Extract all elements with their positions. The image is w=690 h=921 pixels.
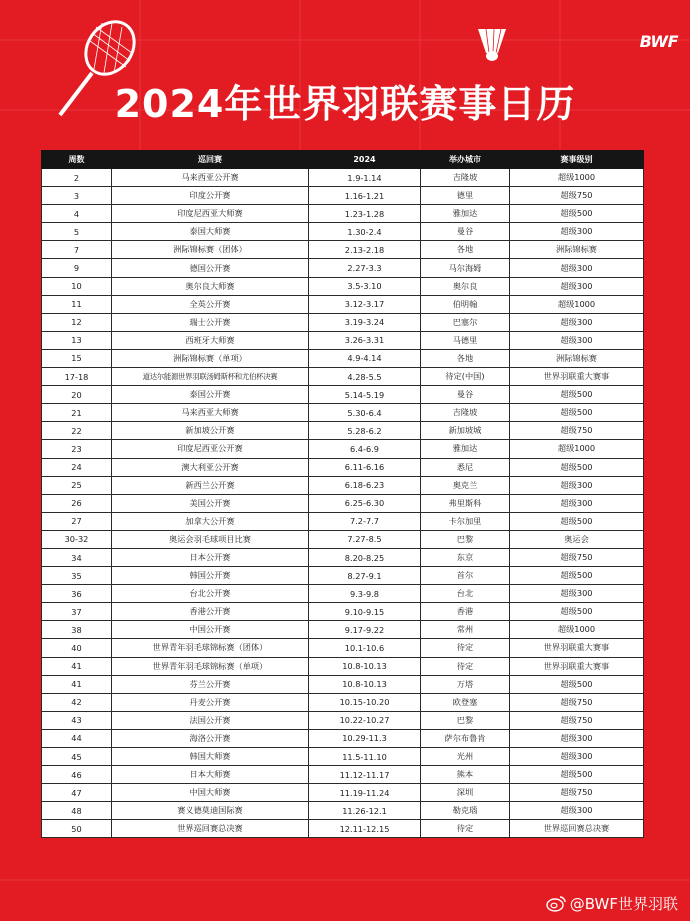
cell-city: 待定: [421, 657, 510, 675]
cell-tournament: 海洛公开赛: [112, 729, 309, 747]
cell-city: 各地: [421, 349, 510, 367]
cell-tournament: 日本公开赛: [112, 548, 309, 566]
cell-level: 超级300: [510, 313, 644, 331]
cell-city: 待定: [421, 639, 510, 657]
cell-city: 德里: [421, 187, 510, 205]
shuttlecock-icon: [474, 25, 510, 63]
cell-level: 超级1000: [510, 440, 644, 458]
cell-city: 曼谷: [421, 223, 510, 241]
cell-dates: 3.5-3.10: [309, 277, 421, 295]
cell-week: 25: [42, 476, 112, 494]
cell-dates: 9.17-9.22: [309, 621, 421, 639]
header-week: 周数: [42, 151, 112, 169]
cell-tournament: 芬兰公开赛: [112, 675, 309, 693]
cell-dates: 5.14-5.19: [309, 386, 421, 404]
cell-level: 世界羽联重大赛事: [510, 639, 644, 657]
cell-week: 11: [42, 295, 112, 313]
table-row: [42, 621, 644, 639]
cell-week: 48: [42, 802, 112, 820]
cell-week: 35: [42, 567, 112, 585]
cell-tournament: 奥尔良大师赛: [112, 277, 309, 295]
cell-city: 万塔: [421, 675, 510, 693]
cell-dates: 2.27-3.3: [309, 259, 421, 277]
cell-tournament: 韩国大师赛: [112, 748, 309, 766]
cell-level: 超级300: [510, 331, 644, 349]
cell-week: 50: [42, 820, 112, 838]
table-row: [42, 657, 644, 675]
cell-tournament: 瑞士公开赛: [112, 313, 309, 331]
table-row: [42, 187, 644, 205]
cell-tournament: 韩国公开赛: [112, 567, 309, 585]
cell-city: 雅加达: [421, 440, 510, 458]
cell-dates: 1.30-2.4: [309, 223, 421, 241]
table-row: [42, 259, 644, 277]
cell-tournament: 中国公开赛: [112, 621, 309, 639]
cell-level: 超级500: [510, 766, 644, 784]
cell-dates: 11.12-11.17: [309, 766, 421, 784]
cell-city: 吉隆坡: [421, 169, 510, 187]
table-row: [42, 349, 644, 367]
cell-level: 超级750: [510, 422, 644, 440]
cell-tournament: 洲际锦标赛（单项）: [112, 349, 309, 367]
header-city: 举办城市: [421, 151, 510, 169]
cell-level: 超级300: [510, 277, 644, 295]
cell-tournament: 泰国大师赛: [112, 223, 309, 241]
cell-tournament: 加拿大公开赛: [112, 512, 309, 530]
table-row: [42, 784, 644, 802]
header-tournament: 巡回赛: [112, 151, 309, 169]
cell-city: 伯明翰: [421, 295, 510, 313]
cell-dates: 10.8-10.13: [309, 675, 421, 693]
cell-dates: 6.18-6.23: [309, 476, 421, 494]
cell-city: 首尔: [421, 567, 510, 585]
cell-level: 超级500: [510, 512, 644, 530]
table-row: [42, 711, 644, 729]
cell-week: 30-32: [42, 530, 112, 548]
cell-level: 超级500: [510, 386, 644, 404]
cell-tournament: 香港公开赛: [112, 603, 309, 621]
cell-week: 41: [42, 657, 112, 675]
watermark-text: @BWF世界羽联: [569, 895, 678, 913]
cell-city: 待定: [421, 820, 510, 838]
cell-week: 44: [42, 729, 112, 747]
cell-level: 超级1000: [510, 295, 644, 313]
table-row: [42, 548, 644, 566]
cell-tournament: 西班牙大师赛: [112, 331, 309, 349]
cell-city: 东京: [421, 548, 510, 566]
cell-tournament: 澳大利亚公开赛: [112, 458, 309, 476]
cell-week: 9: [42, 259, 112, 277]
cell-city: 欧登塞: [421, 693, 510, 711]
cell-week: 21: [42, 404, 112, 422]
cell-level: 世界羽联重大赛事: [510, 368, 644, 386]
cell-city: 雅加达: [421, 205, 510, 223]
bwf-logo: BWF: [639, 32, 678, 51]
table-row: [42, 567, 644, 585]
table-row: [42, 639, 644, 657]
cell-city: 奥克兰: [421, 476, 510, 494]
cell-tournament: 奥运会羽毛球项目比赛: [112, 530, 309, 548]
table-row: [42, 386, 644, 404]
cell-dates: 11.26-12.1: [309, 802, 421, 820]
cell-city: 曼谷: [421, 386, 510, 404]
cell-tournament: 印度公开赛: [112, 187, 309, 205]
cell-level: 超级1000: [510, 169, 644, 187]
weibo-icon: [546, 895, 566, 912]
cell-dates: 8.27-9.1: [309, 567, 421, 585]
cell-level: 超级750: [510, 548, 644, 566]
cell-week: 5: [42, 223, 112, 241]
cell-week: 17-18: [42, 368, 112, 386]
cell-tournament: 洲际锦标赛（团体）: [112, 241, 309, 259]
cell-level: 超级300: [510, 802, 644, 820]
cell-level: 超级300: [510, 223, 644, 241]
cell-level: 超级500: [510, 675, 644, 693]
cell-tournament: 德国公开赛: [112, 259, 309, 277]
cell-level: 超级500: [510, 603, 644, 621]
cell-city: 待定(中国): [421, 368, 510, 386]
cell-dates: 3.19-3.24: [309, 313, 421, 331]
cell-dates: 10.29-11.3: [309, 729, 421, 747]
cell-dates: 1.23-1.28: [309, 205, 421, 223]
page-title: 2024年世界羽联赛事日历: [114, 82, 576, 126]
cell-week: 42: [42, 693, 112, 711]
table-row: [42, 802, 644, 820]
cell-level: 超级300: [510, 259, 644, 277]
cell-week: 26: [42, 494, 112, 512]
cell-city: 弗里斯科: [421, 494, 510, 512]
cell-tournament: 法国公开赛: [112, 711, 309, 729]
cell-city: 巴塞尔: [421, 313, 510, 331]
table-row: [42, 205, 644, 223]
cell-week: 24: [42, 458, 112, 476]
cell-tournament: 美国公开赛: [112, 494, 309, 512]
cell-level: 超级1000: [510, 621, 644, 639]
cell-week: 36: [42, 585, 112, 603]
cell-week: 45: [42, 748, 112, 766]
table-header: [42, 151, 644, 169]
cell-week: 2: [42, 169, 112, 187]
cell-week: 10: [42, 277, 112, 295]
cell-dates: 4.28-5.5: [309, 368, 421, 386]
table-row: [42, 404, 644, 422]
table-row: [42, 476, 644, 494]
table-row: [42, 729, 644, 747]
cell-week: 41: [42, 675, 112, 693]
calendar-table: [41, 150, 643, 838]
cell-dates: 6.4-6.9: [309, 440, 421, 458]
cell-city: 马德里: [421, 331, 510, 349]
cell-dates: 11.5-11.10: [309, 748, 421, 766]
cell-city: 萨尔布鲁肯: [421, 729, 510, 747]
table-row: [42, 585, 644, 603]
header-level: 赛事级别: [510, 151, 644, 169]
cell-tournament: 泰国公开赛: [112, 386, 309, 404]
cell-city: 勒克瑙: [421, 802, 510, 820]
cell-city: 奥尔良: [421, 277, 510, 295]
cell-tournament: 道达尔能源世界羽联汤姆斯杯和尤伯杯决赛: [112, 368, 309, 386]
cell-week: 47: [42, 784, 112, 802]
cell-dates: 5.30-6.4: [309, 404, 421, 422]
cell-dates: 9.3-9.8: [309, 585, 421, 603]
cell-level: 超级300: [510, 476, 644, 494]
cell-tournament: 世界青年羽毛球锦标赛（单项）: [112, 657, 309, 675]
cell-dates: 3.26-3.31: [309, 331, 421, 349]
cell-dates: 5.28-6.2: [309, 422, 421, 440]
cell-tournament: 印度尼西亚大师赛: [112, 205, 309, 223]
cell-week: 12: [42, 313, 112, 331]
cell-dates: 8.20-8.25: [309, 548, 421, 566]
cell-level: 超级300: [510, 494, 644, 512]
cell-dates: 10.8-10.13: [309, 657, 421, 675]
cell-city: 深圳: [421, 784, 510, 802]
table-row: [42, 512, 644, 530]
cell-level: 超级500: [510, 404, 644, 422]
cell-level: 超级300: [510, 585, 644, 603]
table-row: [42, 422, 644, 440]
cell-dates: 3.12-3.17: [309, 295, 421, 313]
table-row: [42, 530, 644, 548]
table-row: [42, 494, 644, 512]
cell-dates: 7.2-7.7: [309, 512, 421, 530]
cell-level: 超级750: [510, 711, 644, 729]
table-row: [42, 675, 644, 693]
cell-level: 超级750: [510, 784, 644, 802]
cell-city: 吉隆坡: [421, 404, 510, 422]
table-row: [42, 295, 644, 313]
cell-level: 超级300: [510, 748, 644, 766]
cell-level: 奥运会: [510, 530, 644, 548]
cell-dates: 11.19-11.24: [309, 784, 421, 802]
table-row: [42, 603, 644, 621]
cell-tournament: 新加坡公开赛: [112, 422, 309, 440]
header-dates: 2024: [309, 151, 421, 169]
cell-week: 43: [42, 711, 112, 729]
cell-tournament: 日本大师赛: [112, 766, 309, 784]
table-row: [42, 368, 644, 386]
cell-week: 4: [42, 205, 112, 223]
table-row: [42, 223, 644, 241]
table-row: [42, 313, 644, 331]
cell-level: 超级750: [510, 693, 644, 711]
cell-level: 超级500: [510, 567, 644, 585]
cell-city: 香港: [421, 603, 510, 621]
cell-level: 洲际锦标赛: [510, 349, 644, 367]
cell-city: 新加坡城: [421, 422, 510, 440]
table-row: [42, 693, 644, 711]
cell-city: 台北: [421, 585, 510, 603]
cell-city: 光州: [421, 748, 510, 766]
cell-city: 卡尔加里: [421, 512, 510, 530]
cell-level: 洲际锦标赛: [510, 241, 644, 259]
cell-dates: 7.27-8.5: [309, 530, 421, 548]
cell-level: 超级750: [510, 187, 644, 205]
cell-week: 37: [42, 603, 112, 621]
cell-city: 悉尼: [421, 458, 510, 476]
cell-tournament: 世界青年羽毛球锦标赛（团体）: [112, 639, 309, 657]
cell-week: 40: [42, 639, 112, 657]
table-row: [42, 277, 644, 295]
cell-week: 23: [42, 440, 112, 458]
cell-week: 27: [42, 512, 112, 530]
cell-level: 超级500: [510, 205, 644, 223]
cell-week: 20: [42, 386, 112, 404]
cell-level: 世界羽联重大赛事: [510, 657, 644, 675]
cell-level: 超级500: [510, 458, 644, 476]
cell-tournament: 赛义德莫迪国际赛: [112, 802, 309, 820]
table-row: [42, 766, 644, 784]
cell-dates: 10.15-10.20: [309, 693, 421, 711]
table-row: [42, 820, 644, 838]
cell-week: 7: [42, 241, 112, 259]
cell-city: 巴黎: [421, 711, 510, 729]
cell-tournament: 世界巡回赛总决赛: [112, 820, 309, 838]
table-row: [42, 440, 644, 458]
table-row: [42, 748, 644, 766]
cell-city: 巴黎: [421, 530, 510, 548]
cell-level: 超级300: [510, 729, 644, 747]
cell-tournament: 丹麦公开赛: [112, 693, 309, 711]
cell-week: 13: [42, 331, 112, 349]
cell-dates: 9.10-9.15: [309, 603, 421, 621]
cell-week: 38: [42, 621, 112, 639]
cell-tournament: 马来西亚公开赛: [112, 169, 309, 187]
cell-city: 各地: [421, 241, 510, 259]
cell-dates: 1.9-1.14: [309, 169, 421, 187]
cell-week: 22: [42, 422, 112, 440]
cell-dates: 6.25-6.30: [309, 494, 421, 512]
cell-city: 常州: [421, 621, 510, 639]
cell-week: 46: [42, 766, 112, 784]
cell-dates: 10.22-10.27: [309, 711, 421, 729]
table-row: [42, 241, 644, 259]
cell-city: 马尔海姆: [421, 259, 510, 277]
cell-tournament: 台北公开赛: [112, 585, 309, 603]
cell-tournament: 新西兰公开赛: [112, 476, 309, 494]
weibo-watermark: [546, 893, 678, 914]
cell-city: 熊本: [421, 766, 510, 784]
cell-dates: 6.11-6.16: [309, 458, 421, 476]
cell-week: 15: [42, 349, 112, 367]
table-row: [42, 169, 644, 187]
cell-dates: 10.1-10.6: [309, 639, 421, 657]
cell-tournament: 中国大师赛: [112, 784, 309, 802]
cell-tournament: 全英公开赛: [112, 295, 309, 313]
cell-dates: 4.9-4.14: [309, 349, 421, 367]
table-row: [42, 331, 644, 349]
cell-dates: 1.16-1.21: [309, 187, 421, 205]
table-row: [42, 458, 644, 476]
cell-week: 34: [42, 548, 112, 566]
cell-week: 3: [42, 187, 112, 205]
cell-tournament: 马来西亚大师赛: [112, 404, 309, 422]
cell-dates: 2.13-2.18: [309, 241, 421, 259]
cell-tournament: 印度尼西亚公开赛: [112, 440, 309, 458]
cell-dates: 12.11-12.15: [309, 820, 421, 838]
cell-level: 世界巡回赛总决赛: [510, 820, 644, 838]
